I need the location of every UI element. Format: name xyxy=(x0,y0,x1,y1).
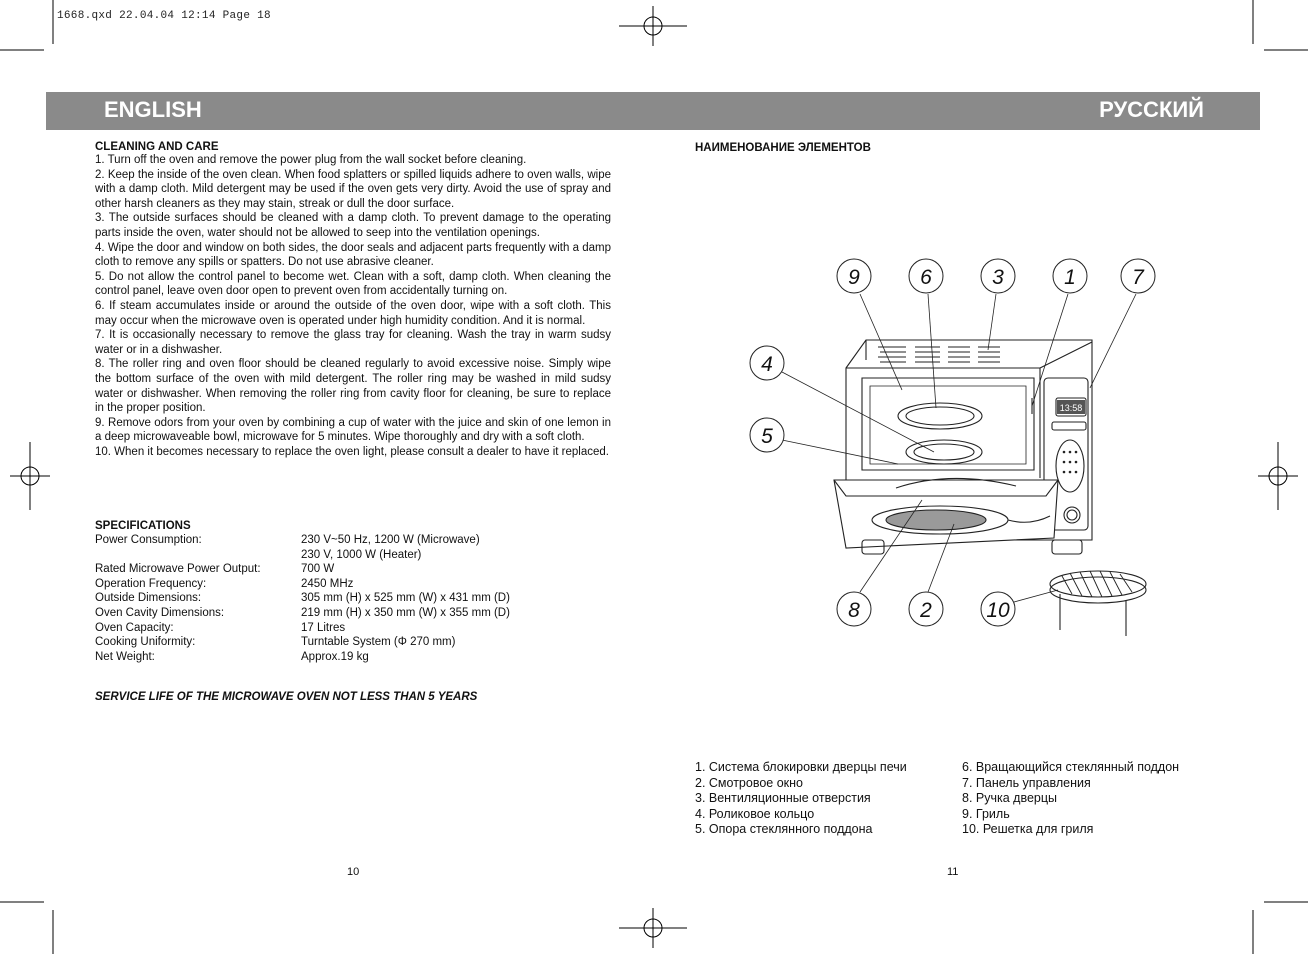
spec-table xyxy=(95,533,611,664)
callout-label: 10 xyxy=(986,599,1010,622)
callout-label: 5 xyxy=(761,425,773,448)
spec-value: 230 V~50 Hz, 1200 W (Microwave) xyxy=(301,534,480,546)
spec-label: Operation Frequency: xyxy=(95,577,207,590)
page-number-left: 10 xyxy=(347,866,360,878)
parts-legend-column-2 xyxy=(962,760,1179,838)
display-time: 13:58 xyxy=(1059,403,1083,413)
spec-label: Power Consumption: xyxy=(95,534,202,546)
spec-row xyxy=(95,562,611,577)
cleaning-item: 7. It is occasionally necessary to remove the glass tray for cleaning. Wash the tray in warm sudsy water or in a dishwasher. xyxy=(95,329,611,356)
spec-value: 700 W xyxy=(301,563,335,576)
cleaning-list xyxy=(95,153,611,459)
spec-row xyxy=(95,548,611,563)
spec-value: 219 mm (H) x 350 mm (W) x 355 mm (D) xyxy=(301,606,510,619)
microwave-diagram xyxy=(740,250,1170,640)
callout-label: 9 xyxy=(848,266,860,289)
cleaning-item: 1. Turn off the oven and remove the power plug from the wall socket before cleaning. xyxy=(95,154,527,166)
language-title-russian: РУССКИЙ xyxy=(1099,97,1204,122)
legend-item: 2. Смотровое окно xyxy=(695,775,803,790)
cleaning-item: 9. Remove odors from your oven by combining a cup of water with the juice and skin of one lemon in a deep microwaveable bowl, microwave for 5 minutes. Wipe thoroughly and dry with a soft cloth. xyxy=(95,416,611,444)
cleaning-item: 6. If steam accumulates inside or around the outside of the oven door, wipe with a soft cloth. This may occur when the microwave oven is operated under high humidity condition. And it is normal. xyxy=(95,299,611,327)
callout-label: 8 xyxy=(848,599,860,622)
cleaning-item: 3. The outside surfaces should be cleaned with a damp cloth. To prevent damage to the operating parts inside the oven, water should not be allowed to seep into the ventilation openings. xyxy=(95,212,611,239)
spec-label: Oven Cavity Dimensions: xyxy=(95,606,225,619)
callout-label: 4 xyxy=(761,353,773,376)
cleaning-item: 10. When it becomes necessary to replace the oven light, please consult a dealer to have it replaced. xyxy=(95,445,609,458)
spec-row xyxy=(95,650,611,665)
legend-item: 8. Ручка дверцы xyxy=(962,791,1058,805)
legend-item: 4. Роликовое кольцо xyxy=(695,806,815,821)
spec-row xyxy=(95,606,611,621)
callout-label: 6 xyxy=(920,266,932,289)
cleaning-item: 8. The roller ring and oven floor should be cleaned regularly to avoid excessive noise. Simply wipe the bottom surface of the oven with mild detergent. The roller ring may be washed in mild sudsy water or dishwasher. When removing the roller ring from cavity floor for cleaning, be sure to replace in the proper position. xyxy=(95,358,611,415)
spec-row xyxy=(95,533,611,548)
spec-value: Turntable System (Φ 270 mm) xyxy=(301,636,456,649)
cleaning-heading: CLEANING AND CARE xyxy=(95,141,219,153)
language-title-english: ENGLISH xyxy=(104,97,202,122)
cleaning-item: 2. Keep the inside of the oven clean. When food splatters or spilled liquids adhere to oven walls, wipe with a damp cloth. Mild detergent may be used if the oven gets very dirty. Avoid the use of spray and other harsh cleaners as they may stain, streak or dull the door surface. xyxy=(95,168,611,210)
spec-label: Oven Capacity: xyxy=(95,621,174,634)
spec-label xyxy=(95,548,301,563)
spec-label: Cooking Uniformity: xyxy=(95,636,196,649)
spec-value: 2450 MHz xyxy=(301,577,354,590)
spec-row xyxy=(95,621,611,636)
legend-item: 10. Решетка для гриля xyxy=(962,822,1094,836)
legend-item: 5. Опора стеклянного поддона xyxy=(695,822,873,836)
callout-label: 1 xyxy=(1064,266,1076,289)
spec-value: 230 V, 1000 W (Heater) xyxy=(301,548,422,561)
legend-item: 9. Гриль xyxy=(962,806,1010,821)
legend-item: 7. Панель управления xyxy=(962,775,1091,790)
callout-label: 2 xyxy=(920,599,932,622)
specifications-heading: SPECIFICATIONS xyxy=(95,520,191,532)
specifications-section xyxy=(95,520,611,664)
legend-item: 1. Система блокировки дверцы печи xyxy=(695,760,907,774)
left-page-content xyxy=(95,141,611,459)
spec-label: Outside Dimensions: xyxy=(95,592,202,605)
page-number-right: 11 xyxy=(947,866,959,878)
spec-value: 305 mm (H) x 525 mm (W) x 431 mm (D) xyxy=(301,592,510,605)
cleaning-item: 4. Wipe the door and window on both sides, the door seals and adjacent parts frequently with a damp cloth to remove any spills or spatters. Do not use abrasive cleaner. xyxy=(95,241,611,269)
callout-label: 7 xyxy=(1132,266,1144,289)
spec-row xyxy=(95,635,611,650)
spec-value: Approx.19 kg xyxy=(301,650,369,663)
callout-label: 3 xyxy=(992,266,1004,289)
cleaning-item: 5. Do not allow the control panel to become wet. Clean with a soft, damp cloth. When cleaning the control panel, leave oven door open to prevent oven from accidentally turning on. xyxy=(95,270,611,298)
parts-legend-column-1 xyxy=(695,760,907,838)
legend-item: 6. Вращающийся стеклянный поддон xyxy=(962,760,1180,774)
spec-value: 17 Litres xyxy=(301,621,346,634)
file-slug: 1668.qxd 22.04.04 12:14 Page 18 xyxy=(57,10,271,22)
spec-row xyxy=(95,591,611,606)
spec-label: Rated Microwave Power Output: xyxy=(95,563,261,576)
header-band xyxy=(46,92,1260,130)
spec-label: Net Weight: xyxy=(95,650,155,663)
spec-row xyxy=(95,577,611,592)
legend-item: 3. Вентиляционные отверстия xyxy=(695,791,871,805)
service-life-note: SERVICE LIFE OF THE MICROWAVE OVEN NOT LESS THAN 5 YEARS xyxy=(95,691,478,703)
parts-heading: НАИМЕНОВАНИЕ ЭЛЕМЕНТОВ xyxy=(695,142,871,154)
